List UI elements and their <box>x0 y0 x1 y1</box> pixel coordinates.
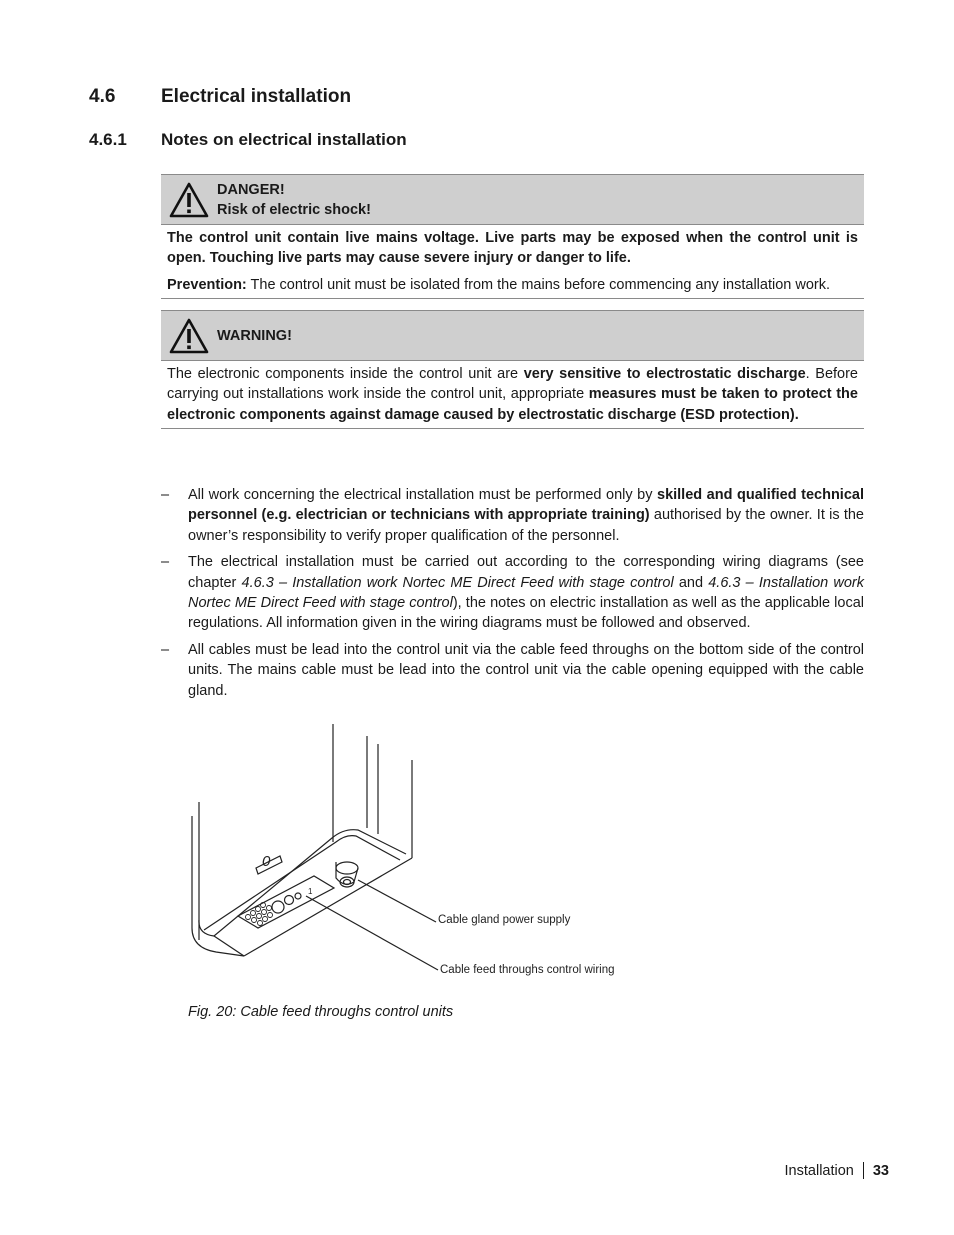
item1-text-2: authorised by the owner. It is the owner’s responsibility to verify proper qualification of the personnel. <box>188 507 864 544</box>
list-dash: – <box>161 642 170 659</box>
danger-text: The control unit contain live mains voltage. Live parts may be exposed when the control unit is open. Touching live parts may cause severe injury or danger to life. <box>167 230 858 267</box>
warning-body <box>161 361 864 429</box>
subsection-title: Notes on electrical installation <box>161 130 407 149</box>
subsection-heading <box>89 130 407 150</box>
warning-triangle-icon <box>169 318 209 354</box>
section-number: 4.6 <box>89 86 116 107</box>
warning-header <box>161 310 864 361</box>
danger-header-text <box>217 180 371 220</box>
instruction-list <box>161 485 864 707</box>
item3-text: All cables must be lead into the control unit via the cable feed throughs on the bottom side of the control units. The mains cable must be lead into the control unit via the cable opening equipped with the cable gland. <box>188 642 864 699</box>
item1-text-1: All work concerning the electrical installation must be performed only by <box>188 487 657 503</box>
figure-caption: Fig. 20: Cable feed throughs control units <box>188 1004 454 1020</box>
list-item <box>161 640 864 701</box>
item2-chapter-ref-2[interactable]: 4.6.3 – Installation work Nortec ME Direct Feed with stage control <box>188 574 865 611</box>
danger-notice <box>161 174 864 299</box>
list-item <box>161 485 864 546</box>
danger-subtitle: Risk of electric shock! <box>217 201 371 218</box>
item2-text-1: The electrical installation must be carried out according to the corresponding wiring diagrams (see chapter <box>188 554 864 591</box>
warning-notice <box>161 310 864 429</box>
figure-cable-feed-throughs <box>186 722 656 992</box>
switch-mark-zero: 0 <box>262 853 271 870</box>
warning-bold-2: measures must be taken to protect the electronic components against damage caused by electrostatic discharge (ESD protection). <box>167 386 858 423</box>
warning-triangle-icon <box>169 182 209 218</box>
item1-bold: skilled and qualified technical personnel (e.g. electrician or technicians with appropriate training) <box>188 487 864 524</box>
warning-text-2: . Before carrying out installations work inside the control unit, appropriate <box>167 366 858 403</box>
prevention-text: The control unit must be isolated from the mains before commencing any installation work. <box>246 276 831 293</box>
warning-title: WARNING! <box>217 327 292 344</box>
item2-chapter-ref-1[interactable]: 4.6.3 – Installation work Nortec ME Direct Feed with stage control <box>241 574 674 591</box>
danger-header <box>161 174 864 225</box>
footer-divider <box>863 1162 864 1179</box>
list-dash: – <box>161 487 170 503</box>
section-heading <box>89 86 351 108</box>
warning-text <box>167 364 858 425</box>
list-dash: – <box>161 554 170 571</box>
danger-prevention <box>167 275 858 295</box>
item2-text-3: ), the notes on electric installation as well as the applicable local regulations. All information given in the wiring diagrams must be followed and observed. <box>188 594 864 632</box>
warning-bold-1: very sensitive to electrostatic discharge <box>523 366 806 382</box>
page-footer <box>785 1162 889 1179</box>
subsection-number: 4.6.1 <box>89 130 127 149</box>
warning-text-1: The electronic components inside the control unit are <box>167 366 524 382</box>
footer-section: Installation <box>784 1162 854 1179</box>
label-cable-feed: Cable feed throughs control wiring <box>440 964 615 976</box>
item2-text-2: and <box>673 574 709 591</box>
label-cable-gland: Cable gland power supply <box>438 914 571 926</box>
prevention-label: Prevention: <box>167 276 247 293</box>
danger-body <box>161 225 864 299</box>
page-number: 33 <box>872 1162 889 1179</box>
section-title: Electrical installation <box>161 86 352 107</box>
danger-title: DANGER! <box>217 181 285 198</box>
list-item <box>161 552 864 633</box>
control-unit-drawing <box>186 722 656 992</box>
switch-mark-one: 1 <box>308 887 313 896</box>
